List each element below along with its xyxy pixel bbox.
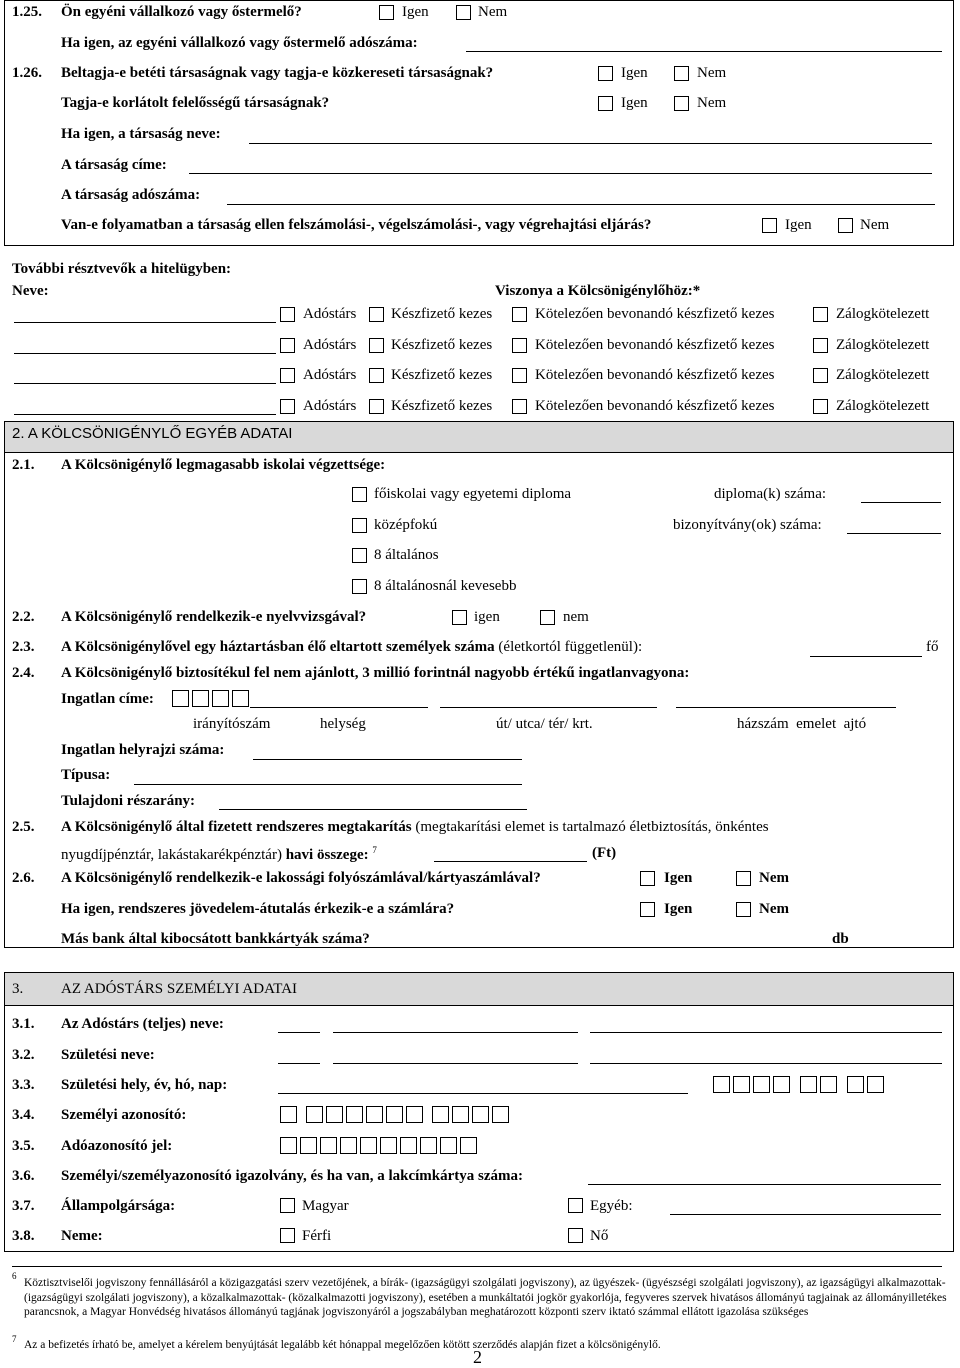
role-kotelezo-checkbox[interactable] bbox=[512, 338, 527, 353]
language-nem-checkbox[interactable] bbox=[540, 610, 555, 625]
tax-id-box[interactable] bbox=[300, 1137, 317, 1154]
section2-title: 2. A KÖLCSÖNIGÉNYLŐ EGYÉB ADATAI bbox=[12, 425, 293, 442]
s25-line2-bold: havi összege: bbox=[285, 847, 369, 863]
zip-digit-box[interactable] bbox=[232, 690, 249, 707]
role-kotelezo-checkbox[interactable] bbox=[512, 368, 527, 383]
role-adostars-checkbox[interactable] bbox=[280, 368, 295, 383]
personal-id-box[interactable] bbox=[432, 1106, 449, 1123]
s23-question bbox=[61, 639, 642, 656]
s36-num: 3.6. bbox=[12, 1168, 35, 1184]
s126-nem-checkbox[interactable] bbox=[674, 66, 689, 81]
house-line[interactable] bbox=[676, 707, 896, 708]
transfer-igen-checkbox[interactable] bbox=[640, 902, 655, 917]
birthplace-line[interactable] bbox=[278, 1093, 688, 1094]
s21-question: A Kölcsönigénylő legmagasabb iskolai végzettsége: bbox=[61, 457, 386, 473]
company-name-line[interactable] bbox=[249, 143, 932, 144]
city-line[interactable] bbox=[250, 707, 428, 708]
s125-nem-label: Nem bbox=[478, 4, 508, 20]
role-kotelezo-label: Kötelezően bevonandó készfizető kezes bbox=[535, 398, 775, 414]
s126-igen-label: Igen bbox=[621, 65, 648, 81]
footnote-7-mark: 7 bbox=[12, 1334, 17, 1344]
participant-name-line[interactable] bbox=[14, 322, 276, 323]
language-igen-label: igen bbox=[474, 609, 500, 625]
cards-count-line[interactable] bbox=[638, 947, 826, 948]
tax-id-box[interactable] bbox=[360, 1137, 377, 1154]
company-address-line[interactable] bbox=[189, 173, 932, 174]
diploma-number-label: diploma(k) száma: bbox=[714, 486, 827, 502]
role-keszfizeto-checkbox[interactable] bbox=[369, 338, 384, 353]
s126-num: 1.26. bbox=[12, 65, 42, 81]
role-adostars-label: Adóstárs bbox=[303, 367, 357, 383]
cotenant-name-line-2[interactable] bbox=[590, 1032, 942, 1033]
participants-name-label: Neve: bbox=[12, 283, 49, 299]
tax-id-box[interactable] bbox=[400, 1137, 417, 1154]
s25-line2 bbox=[61, 845, 377, 864]
footnote-separator bbox=[12, 1266, 942, 1267]
s26-question: A Kölcsönigénylő rendelkezik-e lakossági folyószámlával/kártyaszámlával? bbox=[61, 870, 541, 886]
personal-id-box[interactable] bbox=[386, 1106, 403, 1123]
participants-relation-label: Viszonya a Kölcsönigénylőhöz:* bbox=[495, 283, 701, 299]
dependents-line[interactable] bbox=[810, 656, 922, 657]
role-zalog-label: Zálogkötelezett bbox=[836, 337, 930, 353]
role-kotelezo-checkbox[interactable] bbox=[512, 307, 527, 322]
proceeding-nem-label: Nem bbox=[860, 217, 890, 233]
s26-num: 2.6. bbox=[12, 870, 35, 886]
participants-title: További résztvevők a hitelügyben: bbox=[12, 261, 232, 277]
role-keszfizeto-label: Készfizető kezes bbox=[391, 398, 493, 414]
role-keszfizeto-checkbox[interactable] bbox=[369, 307, 384, 322]
personal-id-box[interactable] bbox=[306, 1106, 323, 1123]
s37-num: 3.7. bbox=[12, 1198, 35, 1214]
role-zalog-label: Zálogkötelezett bbox=[836, 398, 930, 414]
role-adostars-label: Adóstárs bbox=[303, 337, 357, 353]
s23-num: 2.3. bbox=[12, 639, 35, 655]
s37-label: Állampolgársága: bbox=[61, 1198, 176, 1214]
edu-8grade-label: 8 általános bbox=[374, 547, 439, 563]
s33-num: 3.3. bbox=[12, 1077, 35, 1093]
property-address-label: Ingatlan címe: bbox=[61, 691, 154, 707]
edu-less-checkbox[interactable] bbox=[352, 579, 367, 594]
s126-igen-checkbox[interactable] bbox=[598, 66, 613, 81]
role-keszfizeto-checkbox[interactable] bbox=[369, 399, 384, 414]
cotenant-title-line[interactable] bbox=[278, 1032, 320, 1033]
s32-label: Születési neve: bbox=[61, 1047, 155, 1063]
tax-id-box[interactable] bbox=[340, 1137, 357, 1154]
citizenship-other-label: Egyéb: bbox=[590, 1198, 633, 1214]
section3-title: AZ ADÓSTÁRS SZEMÉLYI ADATAI bbox=[61, 981, 298, 997]
property-lot-line[interactable] bbox=[253, 759, 522, 760]
role-keszfizeto-label: Készfizető kezes bbox=[391, 306, 493, 322]
s125-igen-label: Igen bbox=[402, 4, 429, 20]
certificate-number-line[interactable] bbox=[847, 533, 941, 534]
property-type-label: Típusa: bbox=[61, 767, 111, 783]
s126-q2-nem-checkbox[interactable] bbox=[674, 96, 689, 111]
tax-id-box[interactable] bbox=[440, 1137, 457, 1154]
footnote-7-text: Az a befizetés írható be, amelyet a kérelem benyújtását legalább két hónappal megelőzően kötött szerződés alapján fizet a kölcsönigénylő. bbox=[24, 1339, 661, 1351]
tax-id-box[interactable] bbox=[420, 1137, 437, 1154]
s126-question: Beltagja-e betéti társaságnak vagy tagja-e közkereseti társaságnak? bbox=[61, 65, 494, 81]
zip-digit-box[interactable] bbox=[192, 690, 209, 707]
citizenship-other-line[interactable] bbox=[670, 1214, 941, 1215]
page-number: 2 bbox=[473, 1347, 482, 1367]
s31-label: Az Adóstárs (teljes) neve: bbox=[61, 1016, 224, 1032]
role-kotelezo-label: Kötelezően bevonandó készfizető kezes bbox=[535, 337, 775, 353]
street-caption: út/ utca/ tér/ krt. bbox=[496, 716, 593, 732]
transfer-igen-label: Igen bbox=[664, 901, 693, 917]
edu-secondary-checkbox[interactable] bbox=[352, 518, 367, 533]
birth-month-box[interactable] bbox=[820, 1076, 837, 1093]
company-tax-label: A társaság adószáma: bbox=[61, 187, 201, 203]
birthname-line-2[interactable] bbox=[590, 1063, 942, 1064]
s26-question2: Ha igen, rendszeres jövedelem-átutalás érkezik-e a számlára? bbox=[61, 901, 455, 917]
citizenship-other-checkbox[interactable] bbox=[568, 1198, 583, 1213]
s25-line2-text: nyugdíjpénztár, lakástakarékpénztár) bbox=[61, 847, 282, 863]
citizenship-hungarian-checkbox[interactable] bbox=[280, 1198, 295, 1213]
role-kotelezo-label: Kötelezően bevonandó készfizető kezes bbox=[535, 367, 775, 383]
s36-label: Személyi/személyazonosító igazolvány, és ha van, a lakcímkártya száma: bbox=[61, 1168, 524, 1184]
proceeding-nem-checkbox[interactable] bbox=[838, 218, 853, 233]
role-kotelezo-checkbox[interactable] bbox=[512, 399, 527, 414]
personal-id-box[interactable] bbox=[472, 1106, 489, 1123]
s34-num: 3.4. bbox=[12, 1107, 35, 1123]
role-zalog-checkbox[interactable] bbox=[813, 399, 828, 414]
citizenship-hungarian-label: Magyar bbox=[302, 1198, 349, 1214]
s35-num: 3.5. bbox=[12, 1138, 35, 1154]
certificate-number-label: bizonyítvány(ok) száma: bbox=[673, 517, 822, 533]
role-adostars-checkbox[interactable] bbox=[280, 399, 295, 414]
s22-num: 2.2. bbox=[12, 609, 35, 625]
s31-num: 3.1. bbox=[12, 1016, 35, 1032]
edu-less-label: 8 általánosnál kevesebb bbox=[374, 578, 517, 594]
sex-female-label: Nő bbox=[590, 1228, 609, 1244]
account-igen-checkbox[interactable] bbox=[640, 871, 655, 886]
personal-id-box[interactable] bbox=[366, 1106, 383, 1123]
account-nem-checkbox[interactable] bbox=[736, 871, 751, 886]
role-zalog-checkbox[interactable] bbox=[813, 307, 828, 322]
dependents-unit: fő bbox=[926, 639, 939, 655]
proceeding-question: Van-e folyamatban a társaság ellen felszámolási-, végelszámolási-, vagy végrehajtási eljárás? bbox=[61, 217, 652, 233]
participant-name-line[interactable] bbox=[14, 353, 276, 354]
proceeding-igen-label: Igen bbox=[785, 217, 812, 233]
street-line[interactable] bbox=[440, 707, 657, 708]
sex-male-checkbox[interactable] bbox=[280, 1228, 295, 1243]
edu-diploma-label: főiskolai vagy egyetemi diploma bbox=[374, 486, 572, 502]
personal-id-box[interactable] bbox=[452, 1106, 469, 1123]
s125-tax-line[interactable] bbox=[466, 51, 942, 52]
tax-id-box[interactable] bbox=[460, 1137, 477, 1154]
tax-id-box[interactable] bbox=[380, 1137, 397, 1154]
s125-question: Ön egyéni vállalkozó vagy őstermelő? bbox=[61, 4, 302, 20]
role-keszfizeto-checkbox[interactable] bbox=[369, 368, 384, 383]
participant-name-line[interactable] bbox=[14, 414, 276, 415]
account-igen-label: Igen bbox=[664, 870, 693, 886]
property-lot-label: Ingatlan helyrajzi száma: bbox=[61, 742, 225, 758]
role-zalog-checkbox[interactable] bbox=[813, 368, 828, 383]
s126-nem-label: Nem bbox=[697, 65, 727, 81]
role-adostars-label: Adóstárs bbox=[303, 398, 357, 414]
company-name-label: Ha igen, a társaság neve: bbox=[61, 126, 221, 142]
role-adostars-checkbox[interactable] bbox=[280, 338, 295, 353]
role-keszfizeto-label: Készfizető kezes bbox=[391, 337, 493, 353]
s24-num: 2.4. bbox=[12, 665, 35, 681]
account-nem-label: Nem bbox=[759, 870, 789, 886]
s125-num: 1.25. bbox=[12, 4, 42, 20]
s23-question-note: (életkortól függetlenül): bbox=[498, 639, 643, 655]
birth-month-box[interactable] bbox=[800, 1076, 817, 1093]
footnote-ref-7: 7 bbox=[372, 845, 377, 855]
id-card-number-line[interactable] bbox=[588, 1184, 941, 1185]
sex-female-checkbox[interactable] bbox=[568, 1228, 583, 1243]
transfer-nem-label: Nem bbox=[759, 901, 789, 917]
zip-caption: irányítószám bbox=[193, 716, 271, 732]
transfer-nem-checkbox[interactable] bbox=[736, 902, 751, 917]
tax-id-box[interactable] bbox=[320, 1137, 337, 1154]
s126-q2-igen-label: Igen bbox=[621, 95, 648, 111]
role-adostars-label: Adóstárs bbox=[303, 306, 357, 322]
s22-question: A Kölcsönigénylő rendelkezik-e nyelvvizsgával? bbox=[61, 609, 367, 625]
s25-question-note: (megtakarítási elemet is tartalmazó életbiztosítás, önkéntes bbox=[415, 819, 769, 835]
birth-day-box[interactable] bbox=[847, 1076, 864, 1093]
birth-year-box[interactable] bbox=[713, 1076, 730, 1093]
s24-question: A Kölcsönigénylő biztosítékul fel nem ajánlott, 3 millió forintnál nagyobb értékű ingatlanvagyona: bbox=[61, 665, 690, 681]
personal-id-box[interactable] bbox=[280, 1106, 297, 1123]
edu-diploma-checkbox[interactable] bbox=[352, 487, 367, 502]
s23-question-text: A Kölcsönigénylővel egy háztartásban élő eltartott személyek száma bbox=[61, 639, 495, 655]
role-zalog-checkbox[interactable] bbox=[813, 338, 828, 353]
property-share-line[interactable] bbox=[219, 809, 527, 810]
cards-count-unit: db bbox=[832, 931, 849, 947]
s38-label: Neme: bbox=[61, 1228, 103, 1244]
birth-day-box[interactable] bbox=[867, 1076, 884, 1093]
role-zalog-label: Zálogkötelezett bbox=[836, 367, 930, 383]
tax-id-box[interactable] bbox=[280, 1137, 297, 1154]
personal-id-box[interactable] bbox=[346, 1106, 363, 1123]
personal-id-box[interactable] bbox=[406, 1106, 423, 1123]
zip-digit-box[interactable] bbox=[172, 690, 189, 707]
savings-amount-line[interactable] bbox=[434, 861, 587, 862]
birth-year-box[interactable] bbox=[733, 1076, 750, 1093]
edu-secondary-label: középfokú bbox=[374, 517, 438, 533]
s25-question-text: A Kölcsönigénylő által fizetett rendszeres megtakarítás bbox=[61, 819, 412, 835]
property-type-line[interactable] bbox=[134, 784, 522, 785]
birthname-title-line[interactable] bbox=[278, 1063, 320, 1064]
house-caption: házszám emelet ajtó bbox=[737, 716, 867, 732]
diploma-number-line[interactable] bbox=[861, 502, 941, 503]
language-igen-checkbox[interactable] bbox=[452, 610, 467, 625]
zip-digit-box[interactable] bbox=[212, 690, 229, 707]
city-caption: helység bbox=[320, 716, 366, 732]
birth-year-box[interactable] bbox=[753, 1076, 770, 1093]
s25-question bbox=[61, 819, 769, 836]
footnote-6-mark: 6 bbox=[12, 1271, 17, 1281]
participant-name-line[interactable] bbox=[14, 383, 276, 384]
role-adostars-checkbox[interactable] bbox=[280, 307, 295, 322]
property-share-label: Tulajdoni részarány: bbox=[61, 793, 196, 809]
savings-unit: (Ft) bbox=[592, 845, 617, 861]
s34-label: Személyi azonosító: bbox=[61, 1107, 187, 1123]
s125-nem-checkbox[interactable] bbox=[456, 5, 471, 20]
section3-num: 3. bbox=[12, 981, 24, 997]
edu-8grade-checkbox[interactable] bbox=[352, 548, 367, 563]
s35-label: Adóazonosító jel: bbox=[61, 1138, 173, 1154]
footnote-6-text: Köztisztviselői jogviszony fennállásáról a közigazgatási szerv vezetőjének, a bírák- (igazságügyi szolgálati jogviszony), az ügyészek- (ügyészségi szolgálati jogviszony), az igazságügyi alkalmazottak- (igazságügyi szolgálati jogviszony), a közalkalmazottak- (közalkalmazotti jogviszony), esetében a munkáltatói jogkör gyakorlója, fegyveres szervek hivatásos állományú tagjainak az állományilletékes parancsnok, a Magyar Honvédség hivatásos állományú tagjának jogviszonyáról a jogszabályban meghatározott központi szerv iktató számmal ellátott igazolása szükséges bbox=[24, 1277, 947, 1318]
s32-num: 3.2. bbox=[12, 1047, 35, 1063]
language-nem-label: nem bbox=[563, 609, 589, 625]
s38-num: 3.8. bbox=[12, 1228, 35, 1244]
personal-id-box[interactable] bbox=[326, 1106, 343, 1123]
s125-sub: Ha igen, az egyéni vállalkozó vagy őstermelő adószáma: bbox=[61, 35, 418, 51]
company-tax-line[interactable] bbox=[227, 204, 935, 205]
s126-q2-nem-label: Nem bbox=[697, 95, 727, 111]
role-keszfizeto-label: Készfizető kezes bbox=[391, 367, 493, 383]
s126-question2: Tagja-e korlátolt felelősségű társaságnak? bbox=[61, 95, 330, 111]
role-kotelezo-label: Kötelezően bevonandó készfizető kezes bbox=[535, 306, 775, 322]
company-address-label: A társaság címe: bbox=[61, 157, 167, 173]
birthname-line[interactable] bbox=[333, 1063, 578, 1064]
s25-num: 2.5. bbox=[12, 819, 35, 835]
cotenant-name-line[interactable] bbox=[333, 1032, 578, 1033]
s126-q2-igen-checkbox[interactable] bbox=[598, 96, 613, 111]
s21-num: 2.1. bbox=[12, 457, 35, 473]
sex-male-label: Férfi bbox=[302, 1228, 332, 1244]
s26-question3: Más bank által kibocsátott bankkártyák száma? bbox=[61, 931, 370, 947]
role-zalog-label: Zálogkötelezett bbox=[836, 306, 930, 322]
s33-label: Születési hely, év, hó, nap: bbox=[61, 1077, 228, 1093]
proceeding-igen-checkbox[interactable] bbox=[762, 218, 777, 233]
personal-id-box[interactable] bbox=[492, 1106, 509, 1123]
s125-igen-checkbox[interactable] bbox=[379, 5, 394, 20]
birth-year-box[interactable] bbox=[773, 1076, 790, 1093]
